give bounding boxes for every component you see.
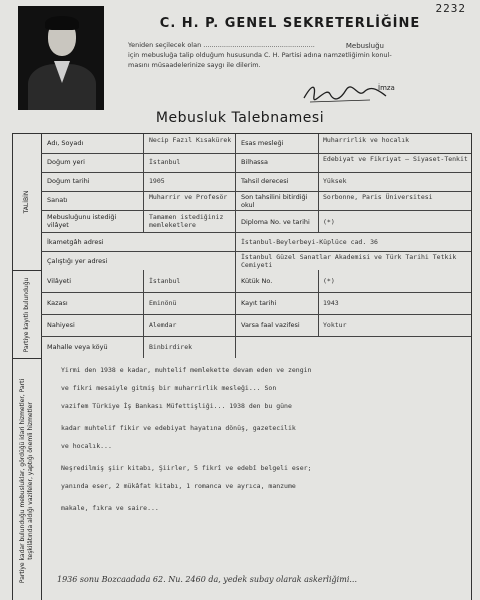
adi-soyadi-label: Adı, Soyadı (47, 139, 84, 147)
header-title: C. H. P. GENEL SEKRETERLİĞİNE (159, 16, 421, 31)
esas-meslegi-value: Muharrirlik ve hocalık (323, 136, 410, 144)
dogum-tarihi-value: 1905 (149, 177, 165, 185)
handwritten-note: 1936 sonu Bozcaadada 62. Nu. 2460 da, yedek subay olarak askerliğimi... (57, 575, 357, 584)
form-title: Mebusluk Talebnamesi (155, 110, 325, 126)
nahiyesi-value: Alemdar (149, 321, 177, 329)
header-line-3: masını müsaadelerinize saygı ile dilerim. (128, 61, 261, 69)
section-talip: TALİBİN (13, 134, 42, 270)
tahsil-derecesi-value: Yüksek (323, 177, 347, 185)
kazasi-label: Kazası (47, 299, 68, 307)
kutuk-no-value: (*) (323, 277, 335, 285)
narrative-line: ve hocalık... (61, 442, 112, 450)
varsa-faal-value: Yoktur (323, 321, 347, 329)
kazasi-value: Eminönü (149, 299, 177, 307)
narrative-line: Neşredilmiş şiir kitabı, Şiirler, 5 fikrî ve edebî belgeli eser; (61, 464, 312, 472)
imza-label: İmza (378, 84, 395, 92)
mebuslugu-istedigi-value: Tamamen istediğiniz memleketlere (149, 213, 224, 229)
narrative-line: makale, fıkra ve saire... (61, 504, 159, 512)
narrative-line: kadar muhtelif fikir ve edebiyat hayatına dönüş, gazetecilik (61, 424, 296, 432)
mebuslugu-label: Mebusluğu (345, 42, 384, 50)
section-parti-hizmetleri: Partiye kadar bulunduğu mebusluklar, gördüğü idari hizmetler, Parti teşkilâtında aldığı vazifeler, yaptığı önemli hizmetler (13, 358, 42, 600)
mebuslugu-istedigi-label: Mebusluğunu istediği vilâyet (47, 213, 117, 229)
vilayeti-label: Vilâyeti (47, 277, 72, 285)
sanati-label: Sanatı (47, 196, 68, 204)
nahiyesi-label: Nahiyesi (47, 321, 75, 329)
calistigi-yer-value: İstanbul Güzel Sanatlar Akademisi ve Türk Tarihi Tetkik Cemiyeti (241, 253, 457, 269)
kayit-tarihi-label: Kayıt tarihi (241, 299, 277, 307)
narrative-line: Yirmi den 1938 e kadar, muhtelif memlekette devam eden ve zengin (61, 366, 312, 374)
header-line-2: için mebusluğa talip olduğum hususunda C. H. Partisi adına namzetliğimin konul- (128, 51, 392, 59)
calistigi-yer-label: Çalıştığı yer adresi (47, 257, 108, 265)
son-tahsil-label: Son tahsilini bitirdiği okul (241, 193, 308, 209)
narrative-line: vazifem Türkiye İş Bankası Müfettişliği... 1938 den bu güne (61, 402, 292, 410)
kutuk-no-label: Kütük No. (241, 277, 273, 285)
dogum-tarihi-label: Doğum tarihi (47, 177, 90, 185)
ikametgah-label: İkametgâh adresi (47, 238, 104, 246)
varsa-faal-label: Varsa faal vazifesi (241, 321, 300, 329)
document-number: 2232 (435, 2, 466, 15)
dogum-yeri-label: Doğum yeri (47, 158, 85, 166)
header-line-1: Yeniden seçilecek olan ...................................................... (128, 41, 315, 49)
narrative-line: ve fikri mesaiyle gitmiş bir muharrirlik mesleği... Son (61, 384, 277, 392)
bilhassa-label: Bilhassa (241, 158, 268, 166)
vilayeti-value: İstanbul (149, 277, 181, 285)
kayit-tarihi-value: 1943 (323, 299, 339, 307)
son-tahsil-value: Sorbonne, Paris Üniversitesi (323, 193, 433, 201)
mahalle-label: Mahalle veya köyü (47, 343, 108, 351)
adi-soyadi-value: Necip Fazıl Kısakürek (149, 136, 232, 144)
application-form (12, 133, 472, 600)
narrative-line: yanında eser, 2 mükâfat kitabı, 1 romanca ve ayrıca, manzume (61, 482, 296, 490)
ikametgah-value: İstanbul-Beylerbeyi-Küplüce cad. 36 (241, 238, 378, 246)
sanati-value: Muharrir ve Profesör (149, 193, 228, 201)
signature (300, 78, 390, 108)
section-partiye-kayit: Partiye kayıtlı bulunduğu (13, 270, 42, 359)
esas-meslegi-label: Esas mesleği (241, 139, 284, 147)
diploma-value: (*) (323, 218, 335, 226)
bilhassa-value: Edebiyat ve Fikriyat — Siyaset-Tenkit (323, 155, 468, 163)
dogum-yeri-value: İstanbul (149, 158, 181, 166)
applicant-photo (18, 6, 104, 110)
tahsil-derecesi-label: Tahsil derecesi (241, 177, 289, 185)
mahalle-value: Binbirdirek (149, 343, 193, 351)
diploma-label: Diploma No. ve tarihi (241, 218, 310, 226)
